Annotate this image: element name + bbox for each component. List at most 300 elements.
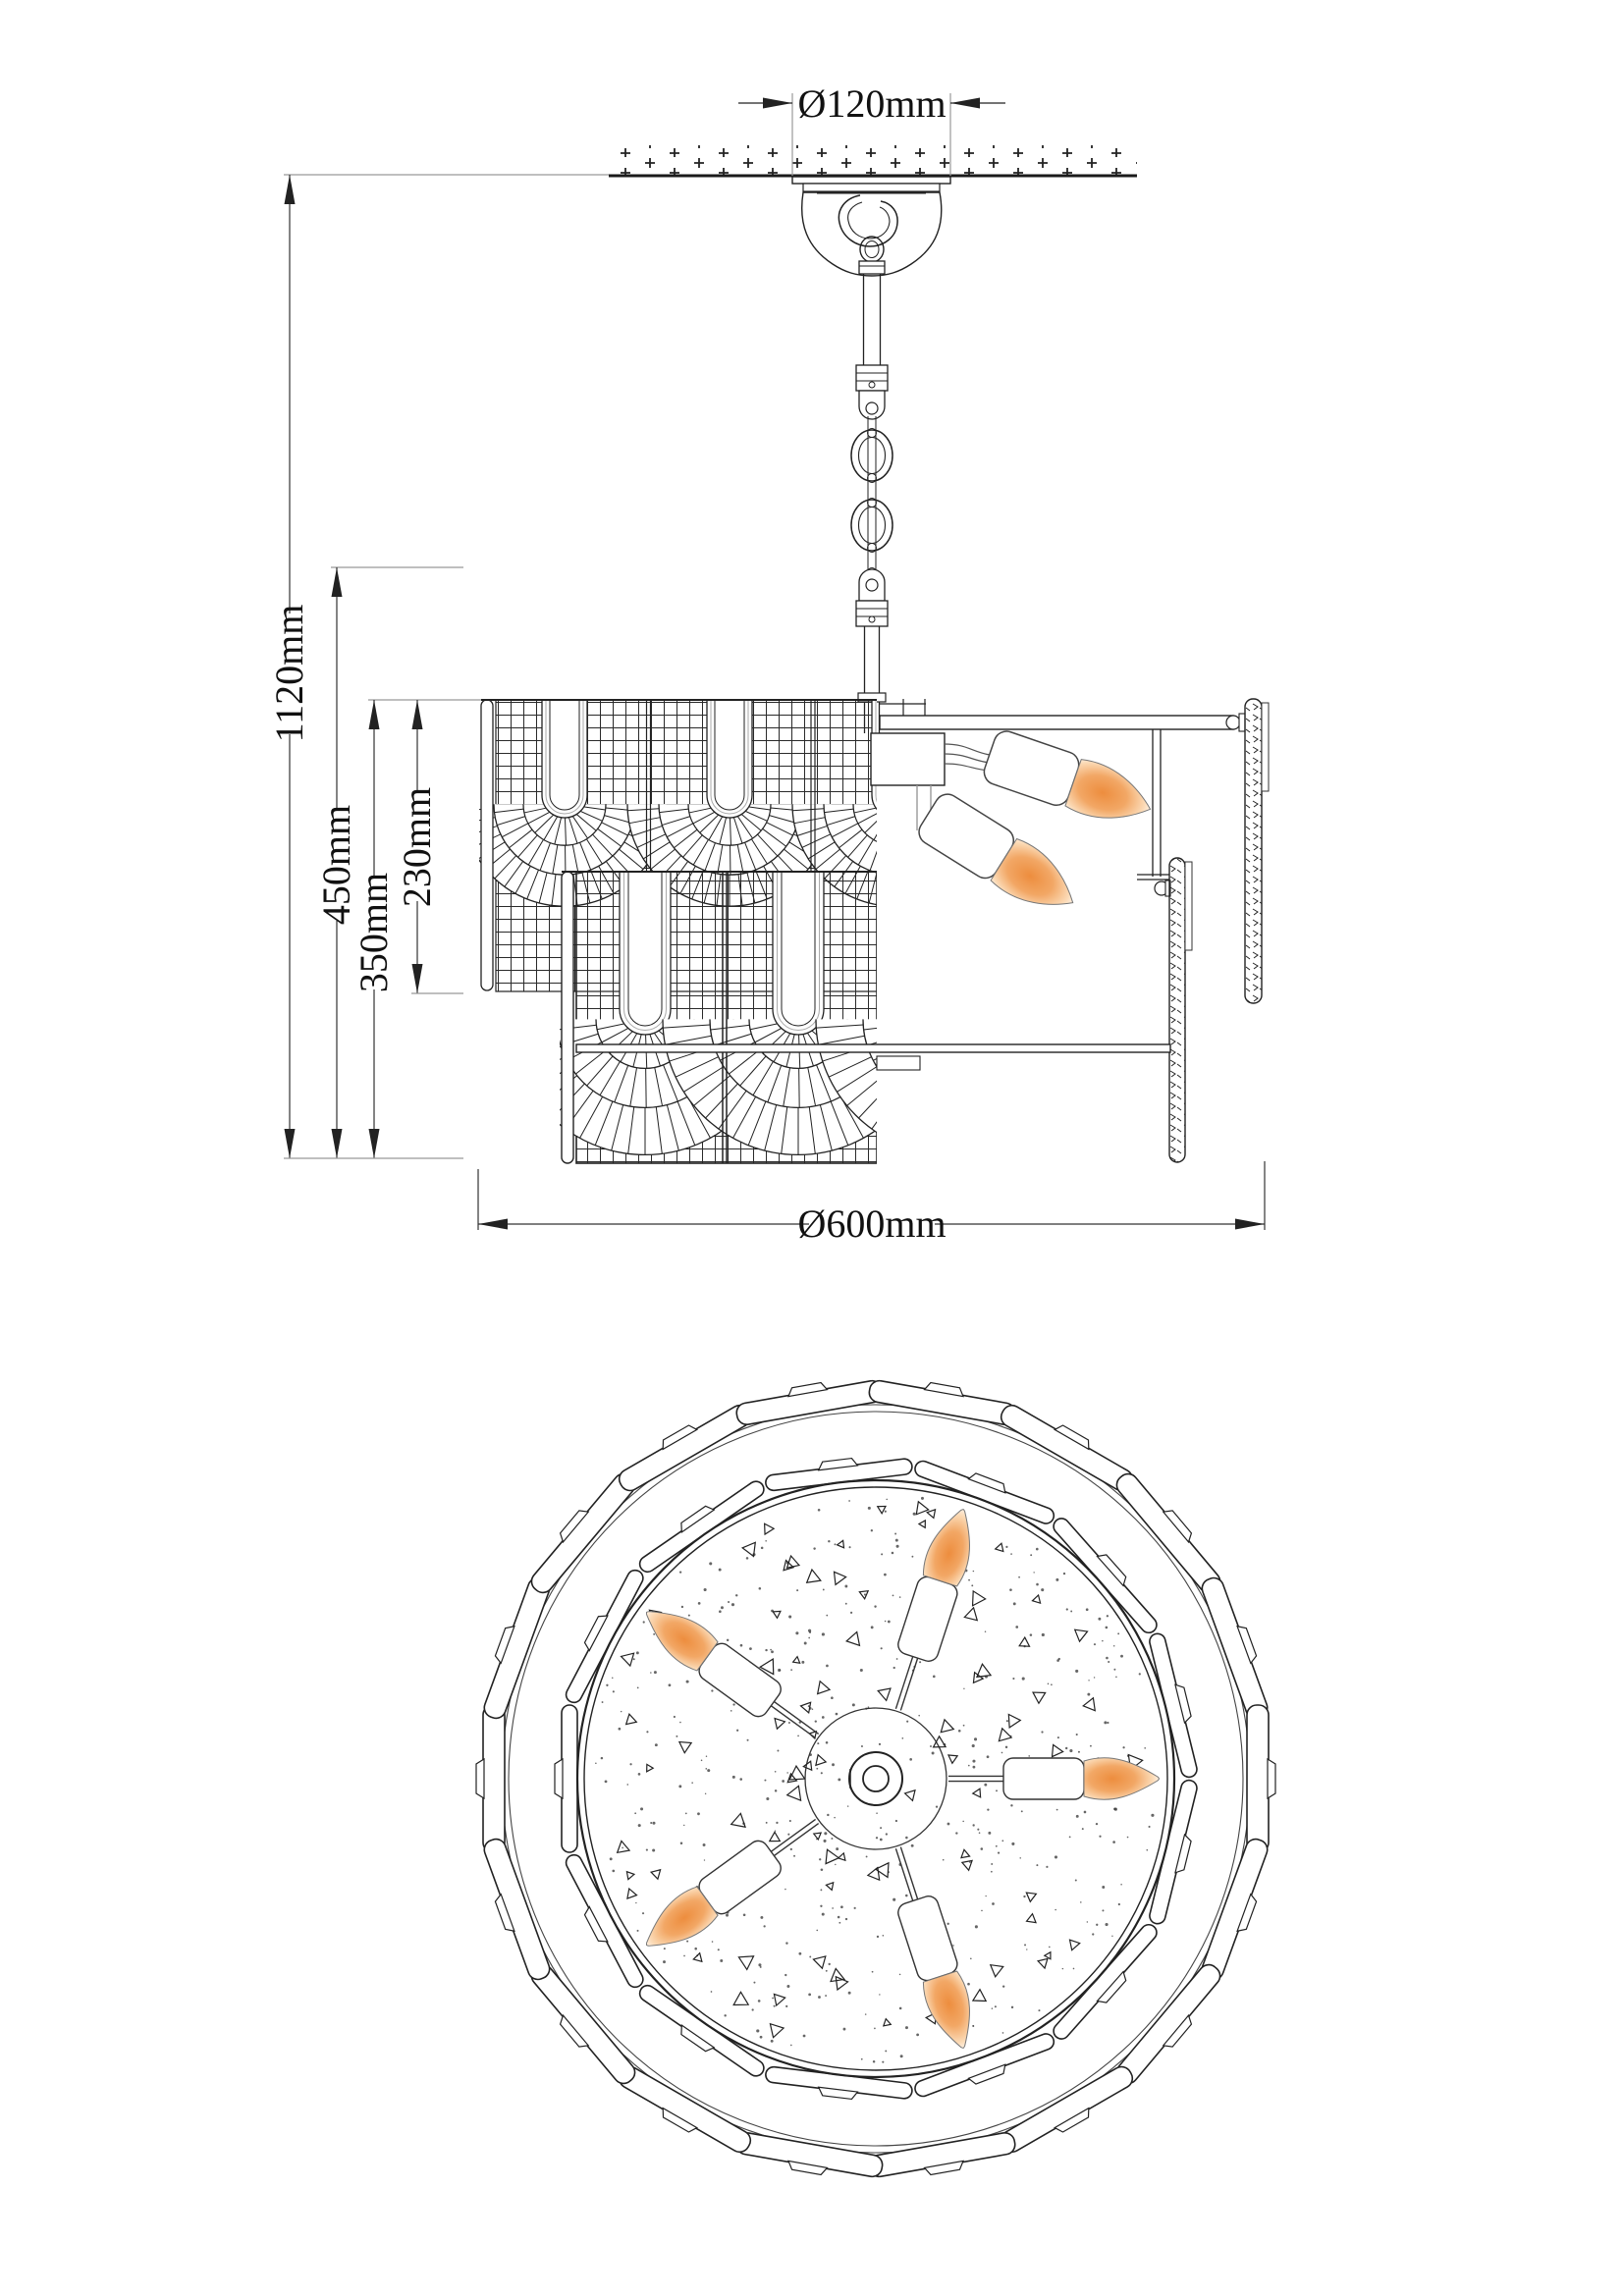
dim-label-body-height: 350mm: [352, 872, 396, 993]
fan-ray: [516, 1046, 562, 1061]
speck-dot: [822, 1913, 825, 1916]
speck-dot: [1098, 1618, 1101, 1621]
speck-dot: [958, 1730, 961, 1733]
speck-dot: [879, 1994, 880, 1995]
speck-dot: [952, 1945, 954, 1947]
speck-dot: [911, 1844, 914, 1847]
speck-dot: [789, 1820, 791, 1822]
fan-ray: [921, 1065, 935, 1102]
speck-dot: [721, 1606, 724, 1609]
speck-dot: [1028, 1755, 1030, 1757]
speck-dot: [730, 1710, 732, 1712]
speck-dot: [1009, 1588, 1012, 1591]
speck-dot: [1104, 1721, 1107, 1724]
speck-dot: [973, 1571, 974, 1572]
speck-dot: [826, 1741, 829, 1744]
speck-dot: [694, 1948, 697, 1950]
speck-dot: [1021, 1810, 1023, 1812]
fan-ray: [1003, 1091, 1031, 1129]
speck-dot: [636, 1651, 639, 1654]
speck-dot: [1139, 1673, 1141, 1675]
speck-dot: [1149, 1826, 1151, 1828]
speck-dot: [612, 1870, 615, 1873]
speck-dot: [1080, 1901, 1082, 1903]
speck-dot: [724, 2014, 726, 2016]
speck-dot: [894, 1533, 896, 1535]
speck-dot: [991, 1871, 993, 1873]
speck-dot: [638, 1824, 641, 1827]
fan-ray: [1040, 1025, 1087, 1028]
glass-slat: [1112, 1469, 1223, 1596]
speck-dot: [1087, 1921, 1088, 1922]
slat-group: [476, 1705, 505, 1852]
speck-dot: [1094, 1643, 1096, 1645]
speck-dot: [886, 1833, 888, 1835]
speck-dot: [981, 1847, 984, 1850]
fan-ray: [935, 1107, 941, 1154]
speck-dot: [774, 2005, 776, 2007]
fan-ray: [883, 845, 888, 875]
speck-dot: [995, 2005, 997, 2007]
speck-dot: [669, 1683, 672, 1686]
speck-dot: [1069, 1749, 1072, 1752]
fan-ray: [522, 1057, 565, 1077]
speck-dot: [1010, 1804, 1012, 1806]
speck-dot: [1099, 1836, 1101, 1838]
speck-dot: [1012, 1678, 1014, 1680]
speck-dot: [1002, 2032, 1004, 2034]
speck-dot: [804, 1642, 807, 1645]
speck-dot: [821, 1868, 824, 1871]
fan-ray: [918, 1105, 930, 1150]
speck-dot: [796, 1589, 798, 1591]
speck-dot: [1051, 1683, 1053, 1685]
speck-dot: [1065, 1747, 1067, 1749]
speck-dot: [1107, 1615, 1109, 1617]
speck-dot: [905, 1837, 908, 1840]
speck-dot: [680, 1842, 682, 1843]
speck-dot: [816, 1930, 818, 1932]
speck-dot: [815, 1720, 817, 1722]
speck-dot: [1115, 1677, 1117, 1679]
speck-dot: [822, 1632, 825, 1635]
dim-label-drop-height: 450mm: [314, 804, 358, 926]
speck-dot: [765, 1540, 767, 1542]
speck-dot: [763, 1925, 765, 1927]
speck-dot: [1041, 1588, 1044, 1591]
speck-dot: [1001, 1752, 1003, 1754]
speck-dot: [991, 1863, 993, 1865]
speck-dot: [678, 1785, 681, 1788]
speck-dot: [613, 1690, 615, 1692]
fan-ray: [936, 861, 954, 886]
speck-dot: [764, 1780, 766, 1782]
glass-slat: [527, 1961, 638, 2088]
speck-dot: [704, 1859, 705, 1860]
arch-mid: [931, 872, 973, 1031]
speck-dot: [1048, 1683, 1050, 1685]
speck-dot: [943, 1859, 945, 1861]
speck-dot: [844, 1585, 847, 1588]
speck-dot: [790, 1669, 792, 1671]
speck-dot: [698, 1602, 701, 1605]
speck-dot: [652, 1848, 655, 1851]
bulb-wire: [945, 754, 990, 763]
speck-dot: [676, 1735, 677, 1737]
speck-dot: [1057, 1736, 1059, 1738]
speck-dot: [1033, 1572, 1034, 1573]
speck-dot: [1114, 1808, 1117, 1811]
speck-dot: [650, 1672, 652, 1674]
speck-dot: [973, 2025, 975, 2027]
speck-dot: [701, 1760, 703, 1762]
speck-dot: [1011, 1842, 1014, 1845]
speck-dot: [782, 1780, 784, 1783]
speck-dot: [882, 2061, 884, 2063]
support-arm-bar: [880, 716, 1233, 729]
speck-dot: [848, 1500, 850, 1502]
speck-dot: [686, 1681, 689, 1683]
speck-dot: [868, 1507, 871, 1510]
speck-dot: [996, 1845, 998, 1847]
speck-dot: [836, 1713, 839, 1716]
arrowhead: [478, 1219, 508, 1230]
speck-dot: [735, 1594, 737, 1596]
speck-dot: [1113, 1645, 1115, 1647]
speck-dot: [663, 1960, 666, 1963]
speck-dot: [808, 1637, 810, 1639]
speck-dot: [683, 1825, 684, 1826]
side-elevation-view: [267, 81, 1269, 1246]
speck-dot: [930, 1745, 932, 1747]
speck-dot: [906, 1721, 908, 1723]
speck-dot: [1022, 1678, 1025, 1681]
speck-dot: [826, 1970, 828, 1972]
speck-dot: [1055, 1909, 1056, 1911]
fan-ray: [646, 1068, 647, 1107]
speck-dot: [788, 1616, 791, 1619]
speck-dot: [785, 1942, 787, 1944]
speck-dot: [1058, 1658, 1060, 1660]
speck-dot: [809, 1631, 811, 1633]
dim-fixture-diameter: [478, 1161, 1265, 1246]
speck-dot: [819, 1858, 821, 1860]
speck-dot: [655, 1743, 658, 1746]
fan-ray: [885, 810, 893, 844]
speck-dot: [732, 1776, 735, 1779]
speck-dot: [787, 1834, 789, 1836]
arrowhead: [285, 1129, 296, 1158]
speck-dot: [899, 1974, 901, 1976]
speck-dot: [975, 1925, 978, 1928]
speck-dot: [813, 1547, 815, 1549]
speck-dot: [697, 1812, 700, 1815]
speck-dot: [1086, 1608, 1089, 1611]
speck-dot: [652, 1822, 655, 1825]
speck-dot: [871, 1529, 873, 1531]
speck-dot: [1062, 1968, 1063, 1969]
fan-ray: [927, 1025, 948, 1062]
speck-dot: [720, 1959, 723, 1962]
speck-dot: [772, 1998, 774, 2000]
arch-outer: [773, 872, 824, 1035]
speck-dot: [974, 1737, 977, 1740]
dim-drop-height: [314, 567, 463, 1158]
speck-dot: [753, 1982, 755, 1984]
speck-dot: [777, 1750, 779, 1752]
speck-dot: [1005, 1746, 1007, 1748]
speck-dot: [622, 1847, 623, 1849]
speck-dot: [646, 1849, 648, 1851]
slat-group: [613, 1396, 754, 1494]
speck-dot: [838, 1916, 840, 1919]
slat-group: [555, 1705, 577, 1852]
speck-dot: [683, 1955, 685, 1957]
speck-dot: [634, 1812, 636, 1814]
speck-dot: [1055, 1855, 1057, 1858]
speck-dot: [1023, 1896, 1025, 1897]
slat-clip: [1268, 1759, 1275, 1798]
speck-dot: [705, 1768, 707, 1770]
arrowhead: [369, 1129, 380, 1158]
fan-ray: [896, 810, 907, 843]
speck-dot: [1036, 1548, 1039, 1551]
speck-dot: [972, 1824, 974, 1826]
speck-dot: [709, 1562, 712, 1565]
bulb-wire: [945, 744, 990, 755]
speck-dot: [909, 1758, 912, 1761]
speck-dot: [1108, 1661, 1109, 1663]
speck-dot: [885, 1621, 887, 1623]
fan-ray: [956, 1022, 996, 1040]
speck-dot: [824, 1832, 827, 1835]
arch-inner: [935, 872, 968, 1026]
slat-group: [522, 1961, 639, 2093]
speck-dot: [962, 1821, 964, 1823]
speck-dot: [1094, 1677, 1095, 1678]
speck-dot: [881, 1647, 883, 1649]
slat-group: [1200, 1837, 1277, 1985]
speck-dot: [874, 1605, 876, 1607]
arrowhead: [412, 964, 423, 993]
ceiling: [284, 145, 1137, 176]
fan-ray: [912, 873, 920, 903]
speck-dot: [728, 1601, 730, 1603]
fan-ray: [902, 844, 908, 873]
speck-dot: [760, 2036, 763, 2039]
fan-ray: [512, 1036, 558, 1044]
speck-dot: [998, 1852, 1000, 1854]
speck-dot: [686, 1941, 688, 1943]
speck-dot: [834, 1817, 836, 1819]
candle-bulb-side-upper: [981, 728, 1160, 835]
speck-dot: [756, 2029, 759, 2032]
speck-dot: [968, 1765, 970, 1767]
speck-dot: [719, 1569, 722, 1572]
arch-outer: [926, 872, 977, 1035]
speck-dot: [718, 1949, 720, 1950]
fan-ray: [994, 1096, 1016, 1138]
speck-dot: [973, 1766, 976, 1769]
speck-dot: [825, 1995, 827, 1997]
speck-dot: [1030, 1633, 1033, 1636]
glass-slat: [1112, 1961, 1223, 2088]
speck-dot: [637, 1686, 639, 1688]
speck-dot: [892, 1552, 894, 1555]
speck-dot: [839, 1922, 840, 1924]
clevis-lower: [859, 569, 885, 601]
speck-dot: [895, 1820, 897, 1822]
speck-dot: [685, 1812, 687, 1814]
speck-dot: [1118, 1903, 1120, 1905]
speck-dot: [803, 2035, 806, 2038]
speck-dot: [1076, 1734, 1078, 1735]
fan-ray: [952, 1068, 953, 1107]
fan-ray: [901, 1101, 919, 1146]
slat-group: [475, 1573, 553, 1721]
speck-dot: [1075, 1880, 1077, 1882]
speck-dot: [1087, 1693, 1090, 1696]
speck-dot: [916, 2034, 919, 2037]
speck-dot: [711, 1689, 713, 1691]
speck-dot: [874, 2028, 876, 2030]
speck-dot: [861, 1745, 863, 1747]
chain-link-inner: [859, 438, 886, 474]
speck-dot: [776, 1822, 778, 1824]
arm-end-plate: [1239, 714, 1245, 731]
speck-dot: [679, 1722, 681, 1724]
speck-dot: [1096, 1924, 1098, 1926]
speck-dot: [646, 1731, 648, 1733]
speck-dot: [643, 1621, 645, 1623]
fan-ray: [1012, 1084, 1045, 1118]
arch-outer: [620, 872, 671, 1035]
speck-dot: [840, 1905, 843, 1908]
speck-dot: [996, 1789, 998, 1791]
speck-dot: [885, 1511, 887, 1513]
speck-dot: [1055, 1578, 1058, 1581]
speck-dot: [895, 1539, 898, 1542]
candle-bulb-side-lower: [914, 789, 1087, 926]
speck-dot: [653, 1633, 655, 1635]
speck-dot: [1036, 1583, 1039, 1586]
speck-dot: [770, 1649, 772, 1651]
speck-dot: [1106, 1657, 1109, 1660]
speck-dot: [1001, 1840, 1003, 1842]
speck-dot: [1102, 1640, 1104, 1642]
edge-panel-backing: [1185, 862, 1192, 950]
speck-dot: [963, 1725, 965, 1727]
fan-ray: [984, 1101, 1001, 1146]
slat-clip: [476, 1759, 484, 1798]
speck-dot: [899, 2007, 902, 2010]
dim-overall-height: [267, 175, 311, 1158]
coupler-sleeve: [856, 365, 888, 391]
speck-dot: [798, 1952, 801, 1955]
speck-dot: [885, 2050, 887, 2052]
speck-dot: [868, 1706, 870, 1708]
speck-dot: [1036, 1864, 1038, 1866]
dim-label-upper-tier-height: 230mm: [395, 786, 439, 908]
speck-dot: [1084, 1811, 1087, 1814]
fan-ray: [985, 1055, 1011, 1084]
speck-dot: [610, 1857, 613, 1860]
speck-dot: [707, 1769, 710, 1772]
fan-ray: [1001, 1024, 1040, 1028]
speck-dot: [1111, 1936, 1112, 1937]
speck-dot: [824, 1840, 827, 1842]
fan-ray: [903, 875, 907, 906]
speck-dot: [884, 1574, 887, 1576]
central-hub-box: [871, 733, 945, 785]
speck-dot: [1010, 1553, 1012, 1555]
speck-dot: [595, 1763, 597, 1765]
speck-dot: [601, 1757, 603, 1759]
speck-dot: [828, 1540, 830, 1542]
speck-dot: [865, 2013, 866, 2014]
dim-upper-tier-height: [395, 700, 463, 993]
speck-dot: [1112, 1841, 1115, 1843]
speck-dot: [1076, 1815, 1079, 1818]
fan-ray: [973, 1105, 985, 1150]
speck-dot: [760, 1916, 763, 1919]
arrowhead: [332, 1129, 343, 1158]
speck-dot: [933, 1676, 936, 1679]
speck-dot: [705, 1793, 706, 1794]
speck-dot: [1075, 1670, 1078, 1673]
fan-ray: [961, 1067, 969, 1105]
speck-dot: [872, 1971, 874, 1973]
speck-dot: [992, 1902, 995, 1905]
panel-row-front: [510, 872, 1087, 1163]
speck-dot: [635, 1902, 636, 1903]
speck-dot: [1105, 1923, 1108, 1926]
arrowhead: [285, 175, 296, 204]
speck-dot: [1005, 1546, 1007, 1548]
speck-dot: [1096, 1823, 1098, 1825]
speck-dot: [626, 1784, 628, 1786]
bulb-wire: [945, 764, 990, 771]
speck-dot: [1019, 1857, 1020, 1858]
speck-dot: [642, 1912, 644, 1914]
speck-dot: [968, 1579, 970, 1581]
fan-ray: [894, 810, 895, 845]
speck-dot: [899, 1596, 901, 1598]
speck-dot: [1090, 1745, 1092, 1747]
edge-panel-right-front: [1169, 858, 1185, 1162]
speck-dot: [1056, 1809, 1058, 1811]
slat-group: [998, 2063, 1139, 2162]
slat-group: [1112, 1466, 1229, 1597]
speck-dot: [633, 1658, 635, 1660]
speck-dot: [797, 1735, 799, 1736]
fan-ray: [1031, 1057, 1073, 1077]
arrowhead: [950, 98, 980, 109]
speck-dot: [758, 2000, 761, 2002]
speck-dot: [880, 1839, 883, 1842]
speck-dot: [879, 1743, 881, 1745]
speck-dot: [881, 1553, 883, 1555]
speck-dot: [820, 1889, 822, 1891]
speck-dot: [981, 1910, 983, 1912]
speck-dot: [947, 1823, 950, 1826]
speck-dot: [1107, 1722, 1109, 1724]
speck-dot: [743, 1913, 746, 1916]
speck-dot: [1046, 1866, 1048, 1868]
speck-dot: [812, 1709, 813, 1710]
speck-dot: [621, 1711, 622, 1712]
speck-dot: [877, 1936, 879, 1938]
